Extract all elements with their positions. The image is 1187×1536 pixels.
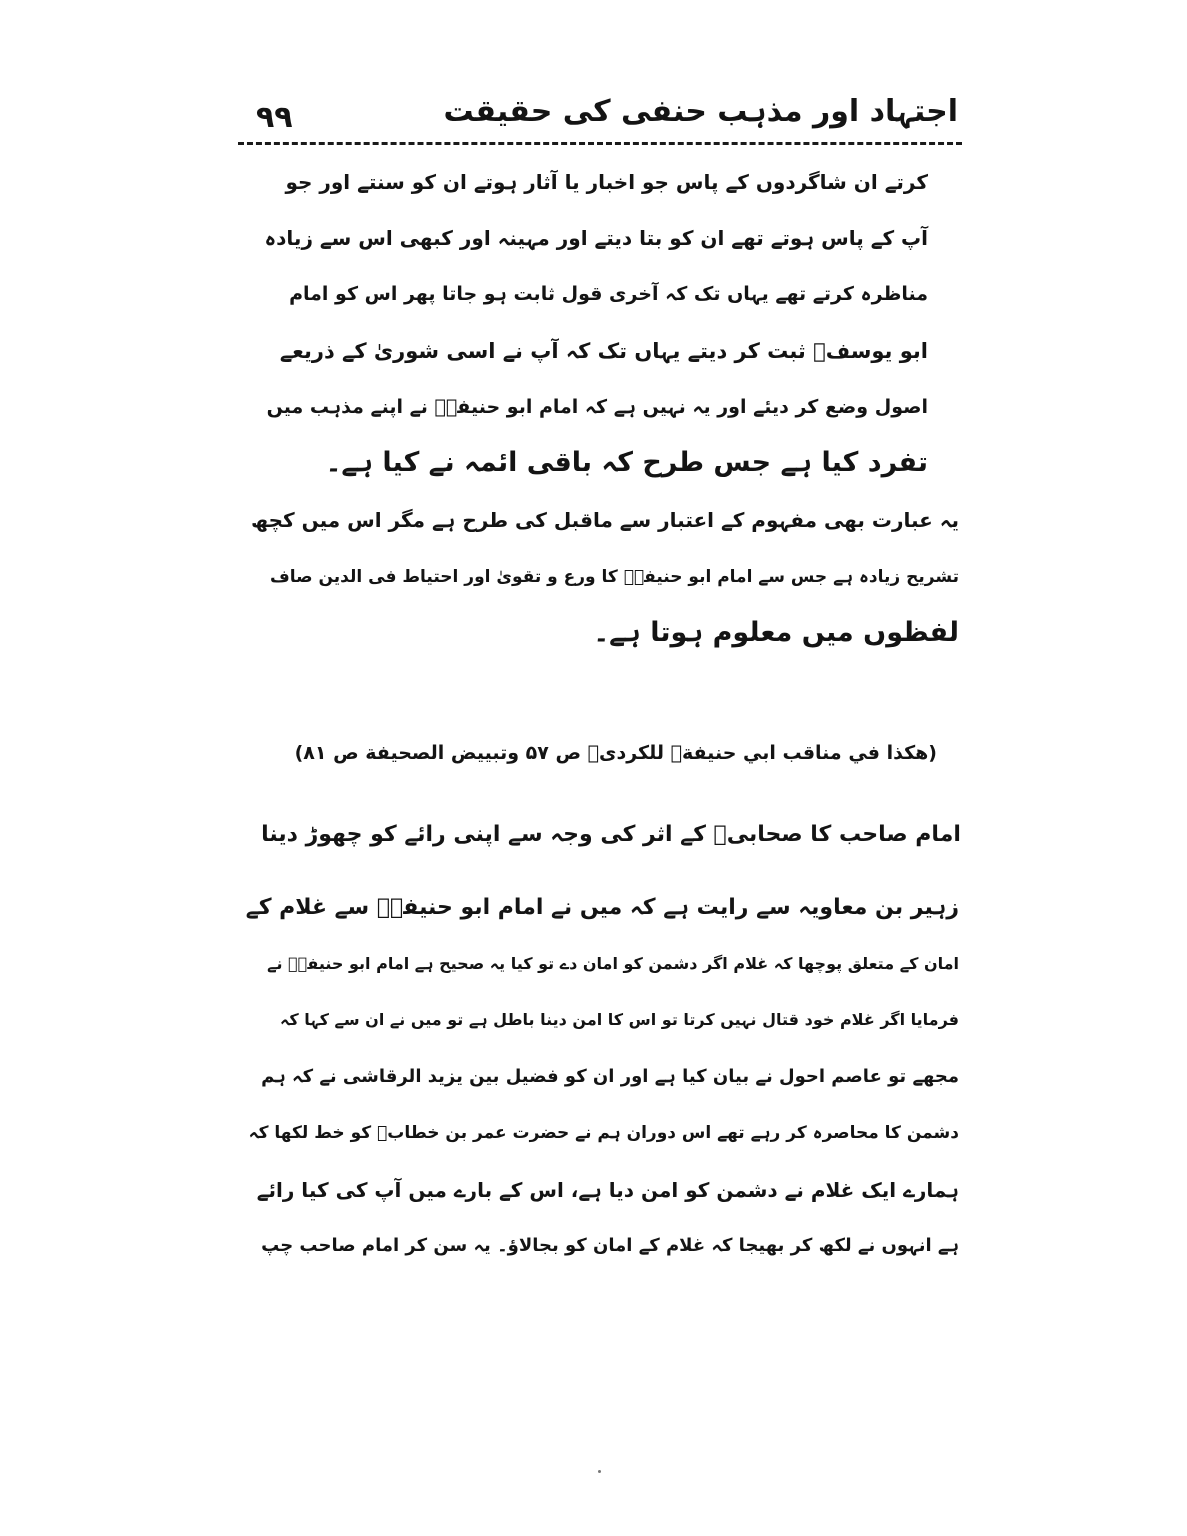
citation: (هكذا في مناقب ابي حنيفةؒ للكردىؒ ص ۵۷ وتبييض الصحيفة ص ۸۱) (294, 742, 937, 764)
section-heading: امام صاحب کا صحابیؓ کے اثر کی وجہ سے اپنی رائے کو چھوڑ دینا (261, 822, 961, 847)
header-rule (238, 142, 962, 145)
page-header (238, 92, 962, 138)
text-line: ہے انہوں نے لکھ کر بھیجا کہ غلام کے امان کو بجالاؤ۔ یہ سن کر امام صاحب چپ (261, 1235, 959, 1256)
text-line: لفظوں میں معلوم ہوتا ہے۔ (593, 617, 959, 648)
text-line: تشریح زیادہ ہے جس سے امام ابو حنیفہؒ کا ورع و تقویٰ اور احتیاط فی الدین صاف (270, 567, 959, 587)
text-line: ہمارے ایک غلام نے دشمن کو امن دیا ہے، اس کے بارے میں آپ کی کیا رائے (256, 1178, 959, 1202)
text-line: کرتے ان شاگردوں کے پاس جو اخبار یا آثار ہوتے ان کو سنتے اور جو (285, 170, 928, 194)
page-number: ۹۹ (256, 100, 293, 135)
text-line: زہیر بن معاویہ سے رایت ہے کہ میں نے امام ابو حنیفہؒ سے غلام کے (245, 895, 959, 920)
text-line: یہ عبارت بھی مفہوم کے اعتبار سے ماقبل کی طرح ہے مگر اس میں کچھ (251, 508, 959, 532)
text-line: ابو یوسفؒ ثبت کر دیتے یہاں تک کہ آپ نے اسی شوریٰ کے ذریعے (279, 339, 928, 363)
text-line: آپ کے پاس ہوتے تھے ان کو بتا دیتے اور مہینہ اور کبھی اس سے زیادہ (264, 226, 928, 250)
text-line: اصول وضع کر دیئے اور یہ نہیں ہے کہ امام ابو حنیفہؒ نے اپنے مذہب میں (266, 396, 928, 418)
text-line: فرمایا اگر غلام خود قتال نہیں کرتا تو اس کا امن دینا باطل ہے تو میں نے ان سے کہا کہ (279, 1010, 959, 1029)
text-line: امان کے متعلق پوچھا کہ غلام اگر دشمن کو امان دے تو کیا یہ صحیح ہے امام ابو حنیفہؒ نے (267, 954, 959, 973)
text-line: مناظرہ کرتے تھے یہاں تک کہ آخری قول ثابت ہو جاتا پھر اس کو امام (289, 283, 928, 305)
text-line: تفرد کیا ہے جس طرح کہ باقی ائمہ نے کیا ہے۔ (325, 447, 928, 478)
scan-speck (598, 1470, 601, 1473)
text-line: دشمن کا محاصرہ کر رہے تھے اس دوران ہم نے حضرت عمر بن خطابؓ کو خط لکھا کہ (248, 1123, 959, 1143)
running-title: اجتہاد اور مذہب حنفی کی حقیقت (443, 94, 958, 129)
text-line: مجھے تو عاصم احول نے بیان کیا ہے اور ان کو فضیل بین یزید الرقاشی نے کہ ہم (261, 1066, 959, 1087)
